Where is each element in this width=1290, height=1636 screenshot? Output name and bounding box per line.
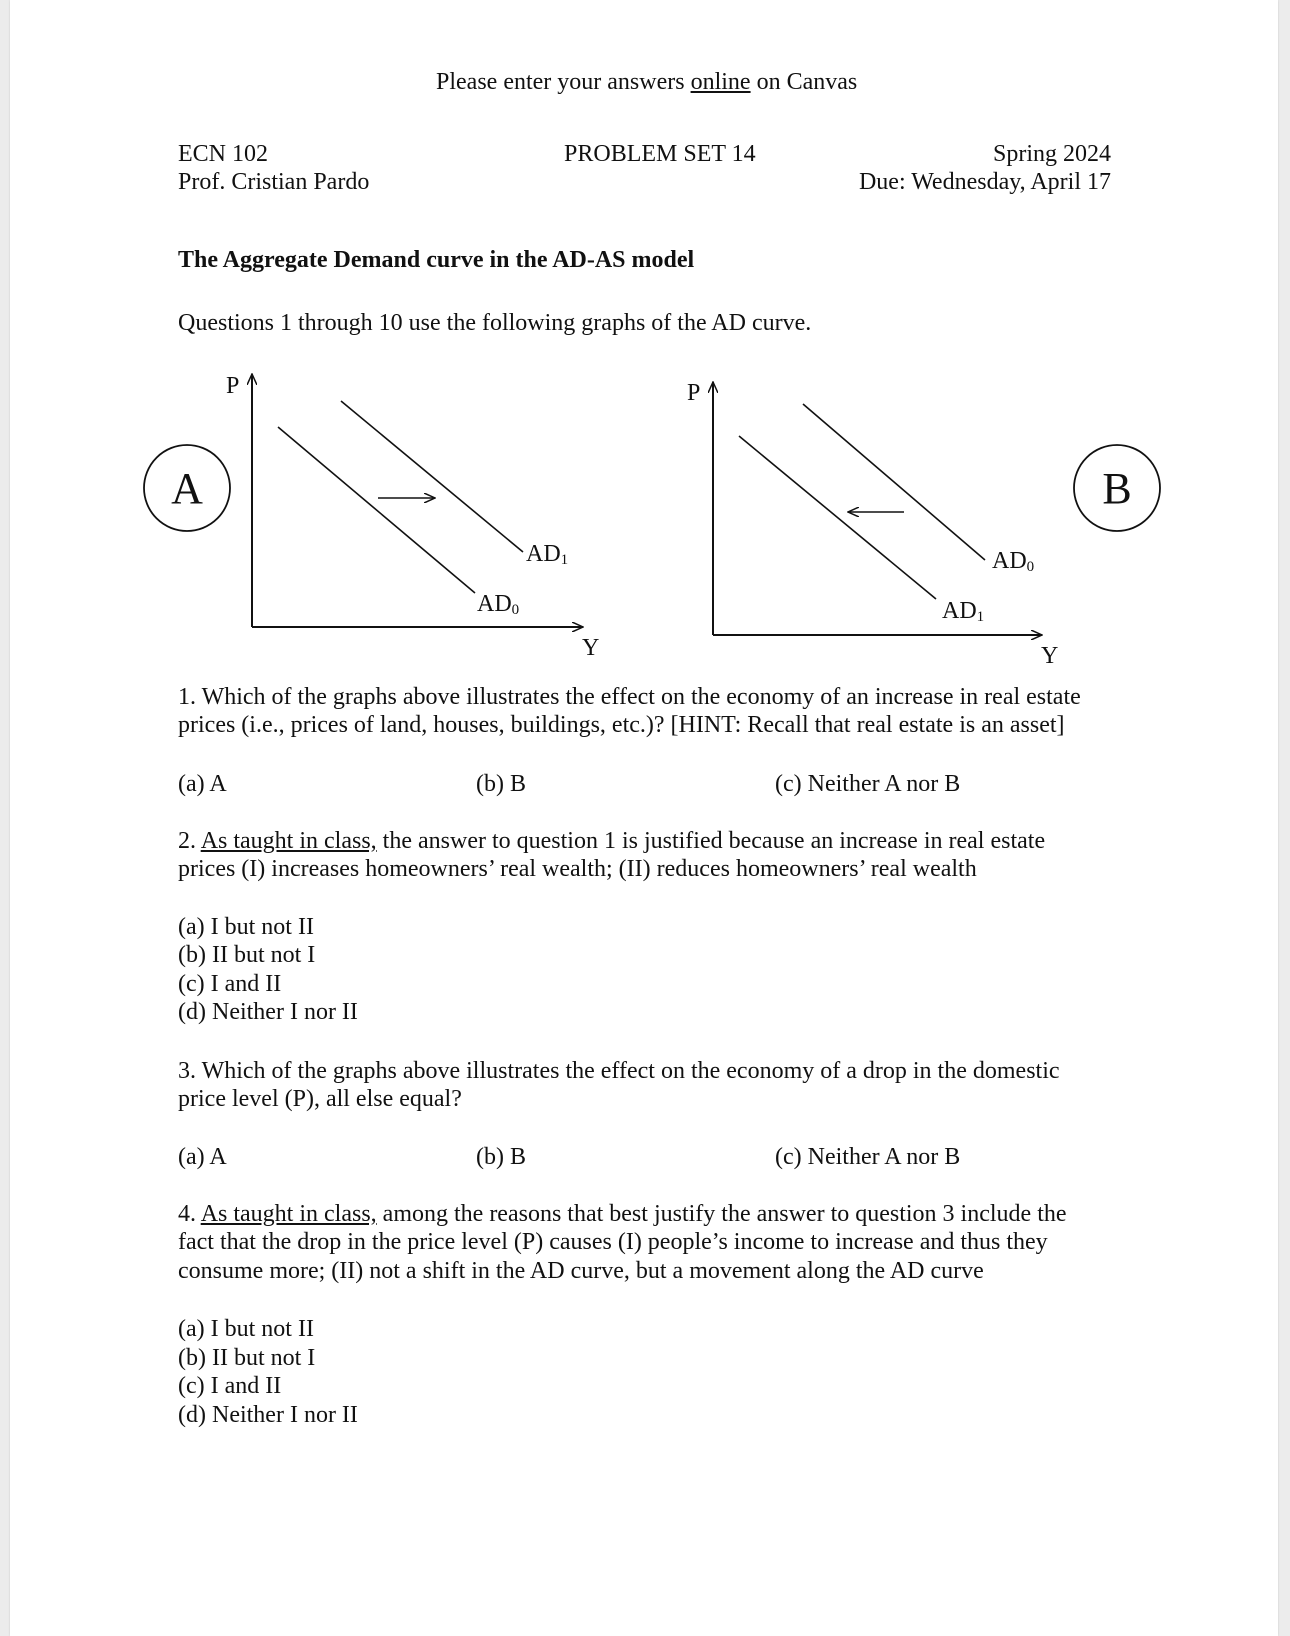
q2-option-c[interactable]: (c) I and II [178,971,282,997]
ad-graphs [10,0,1278,680]
q1-text-line1: 1. Which of the graphs above illustrates the effect on the economy of an increase in real estate [178,684,1081,710]
q3-text-line1: 3. Which of the graphs above illustrates the effect on the economy of a drop in the domestic [178,1058,1060,1084]
professor-name: Prof. Cristian Pardo [178,169,370,195]
graph-b-p-label: P [687,380,701,406]
q2-option-d[interactable]: (d) Neither I nor II [178,999,358,1025]
graph-b [687,380,1160,669]
graph-a [144,373,599,661]
q2-emphasis: As taught in class, [200,828,377,854]
q2-option-a[interactable]: (a) I but not II [178,914,314,940]
q1-option-b[interactable]: (b) B [476,771,526,797]
graph-b-ad0-label: AD0 [992,548,1035,575]
graph-a-ad1-label: AD1 [526,541,569,568]
q3-option-c[interactable]: (c) Neither A nor B [775,1144,961,1170]
q4-option-a[interactable]: (a) I but not II [178,1316,314,1342]
intro-text: Questions 1 through 10 use the following graphs of the AD curve. [178,310,812,336]
q1-option-c[interactable]: (c) Neither A nor B [775,771,961,797]
graph-a-ad0-curve [278,427,475,593]
graph-b-ad1-label: AD1 [942,598,985,625]
q4-text-line1: 4. As taught in class, among the reasons that best justify the answer to question 3 include the [178,1201,1067,1227]
notice-suffix: on Canvas [750,69,858,95]
notice-text: Please enter your answers [436,69,691,95]
graph-b-label: B [1102,464,1132,513]
q1-option-a[interactable]: (a) A [178,771,227,797]
q4-option-b[interactable]: (b) II but not I [178,1345,316,1371]
q4-emphasis: As taught in class, [200,1201,377,1227]
graph-a-p-label: P [226,373,240,399]
graph-b-y-label: Y [1041,643,1059,669]
graph-a-ad1-curve [341,401,523,552]
section-title: The Aggregate Demand curve in the AD-AS model [178,247,695,273]
q2-text-line1: 2. As taught in class, the answer to question 1 is justified because an increase in real estate [178,828,1046,854]
q4-option-c[interactable]: (c) I and II [178,1373,282,1399]
graph-b-ad0-curve [803,404,985,560]
graph-a-label: A [171,464,203,513]
q4-option-d[interactable]: (d) Neither I nor II [178,1402,358,1428]
q4-text-line3: consume more; (II) not a shift in the AD curve, but a movement along the AD curve [178,1258,984,1284]
q3-option-b[interactable]: (b) B [476,1144,526,1170]
document-page [10,0,1278,1636]
graph-a-ad0-label: AD0 [477,591,520,618]
due-date: Due: Wednesday, April 17 [858,169,1111,195]
q1-text-line2: prices (i.e., prices of land, houses, buildings, etc.)? [HINT: Recall that real estate is an asset] [178,712,1065,738]
problem-set-title: PROBLEM SET 14 [564,141,756,167]
q3-option-a[interactable]: (a) A [178,1144,227,1170]
q4-text-line2: fact that the drop in the price level (P) causes (I) people’s income to increase and thus they [178,1229,1048,1255]
graph-a-y-label: Y [582,635,600,661]
q2-text-line2: prices (I) increases homeowners’ real wealth; (II) reduces homeowners’ real wealth [178,856,977,882]
q2-option-b[interactable]: (b) II but not I [178,942,316,968]
term: Spring 2024 [992,141,1111,167]
graph-b-ad1-curve [739,436,936,599]
q3-text-line2: price level (P), all else equal? [178,1086,462,1112]
online-link[interactable]: online [690,69,751,95]
course-code: ECN 102 [178,141,268,167]
